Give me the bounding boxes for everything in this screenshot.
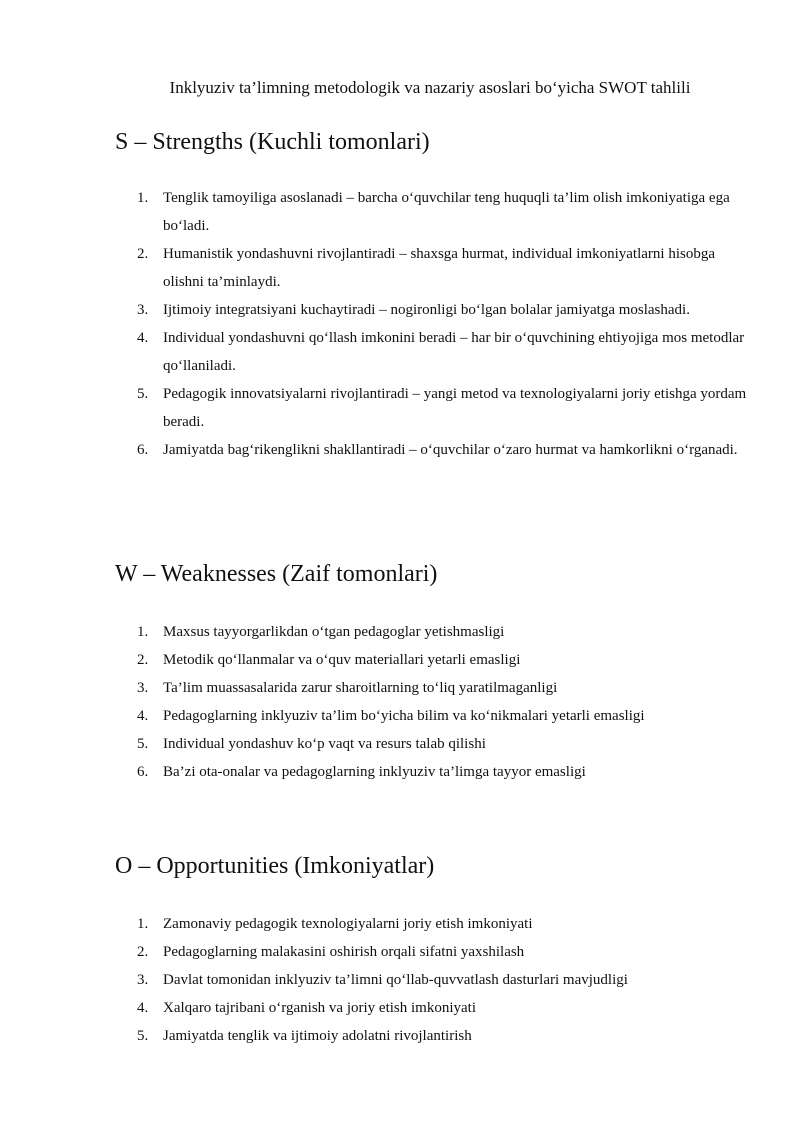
- section-heading: W – Weaknesses (Zaif tomonlari): [115, 561, 438, 587]
- list-number: 1.: [137, 624, 149, 640]
- list-item: [115, 966, 753, 994]
- list-item-text: Individual yondashuvni qo‘llash imkonini beradi – har bir o‘quvchining ehtiyojiga mos metodlar qo‘llaniladi.: [163, 330, 745, 374]
- list-item-text: Ijtimoiy integratsiyani kuchaytiradi – nogironligi bo‘lgan bolalar jamiyatga moslashadi.: [163, 302, 690, 318]
- list-item-text: Metodik qo‘llanmalar va o‘quv materiallari yetarli emasligi: [163, 652, 521, 668]
- list-item-text: Individual yondashuv ko‘p vaqt va resurs talab qilishi: [163, 736, 486, 752]
- list-number: 3.: [137, 972, 149, 988]
- list-number: 6.: [137, 442, 149, 458]
- list-number: 2.: [137, 246, 149, 262]
- list-item: [115, 994, 753, 1022]
- opportunities-list: [115, 910, 755, 1050]
- list-item-text: Ta’lim muassasalarida zarur sharoitlarning to‘liq yaratilmaganligi: [163, 680, 558, 696]
- list-item: [115, 910, 753, 938]
- list-number: 5.: [137, 1028, 149, 1044]
- list-item-text: Pedagoglarning malakasini oshirish orqali sifatni yaxshilash: [163, 944, 525, 960]
- list-item: [115, 758, 753, 786]
- list-item-text: Tenglik tamoyiliga asoslanadi – barcha o‘quvchilar teng huquqli ta’lim olish imkoniyatiga ega bo‘ladi.: [163, 190, 730, 234]
- section-heading: S – Strengths (Kuchli tomonlari): [115, 129, 430, 155]
- section-opportunities: [115, 850, 755, 1050]
- list-item-text: Jamiyatda tenglik va ijtimoiy adolatni rivojlantirish: [163, 1028, 472, 1044]
- weaknesses-list: [115, 618, 755, 786]
- section-strengths: [115, 126, 755, 464]
- list-item-text: Davlat tomonidan inklyuziv ta’limni qo‘llab-quvvatlash dasturlari mavjudligi: [163, 972, 628, 988]
- list-number: 4.: [137, 1000, 149, 1016]
- list-item: [115, 1022, 753, 1050]
- list-item-text: Jamiyatda bag‘rikenglikni shakllantiradi – o‘quvchilar o‘zaro hurmat va hamkorlikni o‘rganadi.: [163, 442, 738, 458]
- list-item-text: Xalqaro tajribani o‘rganish va joriy etish imkoniyati: [163, 1000, 476, 1016]
- list-item: [115, 380, 753, 436]
- list-number: 4.: [137, 330, 149, 346]
- list-item: [115, 296, 753, 324]
- list-item: [115, 184, 753, 240]
- list-item-text: Ba’zi ota-onalar va pedagoglarning inklyuziv ta’limga tayyor emasligi: [163, 764, 586, 780]
- list-item: [115, 436, 753, 464]
- list-number: 3.: [137, 302, 149, 318]
- list-number: 6.: [137, 764, 149, 780]
- list-number: 4.: [137, 708, 149, 724]
- list-number: 3.: [137, 680, 149, 696]
- list-item: [115, 240, 753, 296]
- list-number: 1.: [137, 190, 149, 206]
- list-item-text: Maxsus tayyorgarlikdan o‘tgan pedagoglar yetishmasligi: [163, 624, 505, 640]
- list-item: [115, 618, 753, 646]
- section-heading: O – Opportunities (Imkoniyatlar): [115, 853, 435, 879]
- list-number: 1.: [137, 916, 149, 932]
- document-title: Inklyuziv ta’limning metodologik va nazariy asoslari bo‘yicha SWOT tahlili: [169, 78, 691, 97]
- list-item: [115, 324, 753, 380]
- list-item-text: Pedagogik innovatsiyalarni rivojlantiradi – yangi metod va texnologiyalarni joriy etishga yordam beradi.: [163, 386, 747, 430]
- list-item: [115, 730, 753, 758]
- list-number: 5.: [137, 736, 149, 752]
- list-number: 2.: [137, 652, 149, 668]
- list-item-text: Pedagoglarning inklyuziv ta’lim bo‘yicha bilim va ko‘nikmalari yetarli emasligi: [163, 708, 645, 724]
- list-item-text: Zamonaviy pedagogik texnologiyalarni joriy etish imkoniyati: [163, 916, 533, 932]
- list-item: [115, 674, 753, 702]
- list-item: [115, 646, 753, 674]
- list-number: 5.: [137, 386, 149, 402]
- section-weaknesses: [115, 558, 755, 786]
- list-item: [115, 702, 753, 730]
- list-item-text: Humanistik yondashuvni rivojlantiradi – shaxsga hurmat, individual imkoniyatlarni hisobga olishni ta’minlaydi.: [163, 246, 716, 290]
- strengths-list: [115, 184, 755, 464]
- list-number: 2.: [137, 944, 149, 960]
- list-item: [115, 938, 753, 966]
